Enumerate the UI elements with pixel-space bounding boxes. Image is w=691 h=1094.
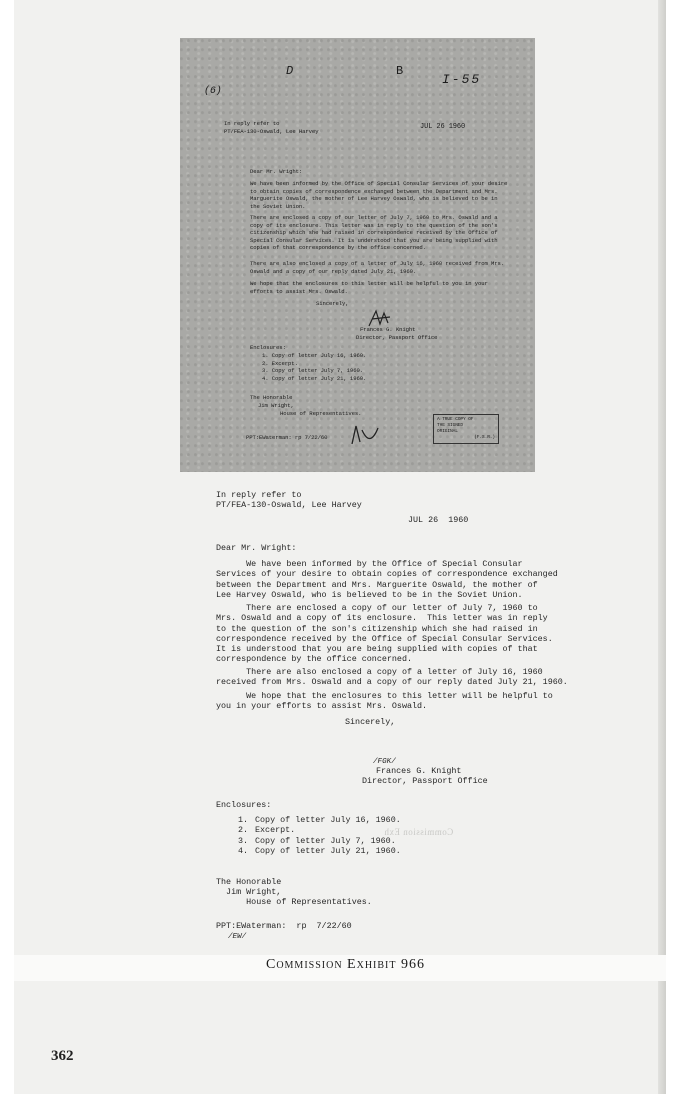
letter-line: We hope that the enclosures to this letter will be helpful to (216, 691, 553, 701)
photocopy-refer-to: In reply refer to (224, 120, 280, 127)
letter-line: received from Mrs. Oswald and a copy of our reply dated July 21, 1960. (216, 677, 568, 688)
stamp-line: A TRUE COPY OF (437, 417, 474, 422)
stamp-line: ORIGINAL (437, 429, 458, 434)
photocopy-enclosure-list (262, 352, 366, 382)
photocopy-addressee-2: Jim Wright, (258, 402, 294, 409)
letter-line: Services of your desire to obtain copies of correspondence exchanged (216, 569, 558, 580)
enclosure-number: 4. (238, 846, 249, 857)
photocopy-addressee-3: House of Representatives. (280, 410, 362, 417)
photocopy-signer-name: Frances G. Knight (360, 326, 416, 333)
letter-line: to the question of the son's citizenship which she had raised in (216, 623, 538, 634)
photocopy-enclosures-label: Enclosures: (250, 344, 286, 351)
show-through-text: Commission Exh (384, 827, 454, 837)
stamp-line: THE SIGNED (437, 423, 464, 428)
enclosure-number: 1. (238, 815, 249, 825)
enclosure-item (238, 846, 401, 856)
letter-line: correspondence received by the Office of Special Consular Services. (216, 633, 553, 644)
letter-addressee-1: The Honorable (216, 877, 282, 887)
letter-paragraph-4 (216, 691, 553, 712)
true-copy-stamp (433, 414, 499, 444)
letter-line: you in your efforts to assist Mrs. Oswald. (216, 701, 428, 712)
letter-file-ref: PT/FEA-130-Oswald, Lee Harvey (216, 500, 362, 510)
letter-refer-to: In reply refer to (216, 490, 302, 500)
enclosure-text: Excerpt. (255, 825, 296, 836)
page-number: 362 (51, 1048, 74, 1064)
letter-line: There are also enclosed a copy of a letter of July 16, 1960 (216, 667, 543, 677)
enclosure-number: 3. (238, 835, 249, 846)
letter-line: correspondence by the office concerned. (216, 654, 413, 665)
photocopy-signer-title: Director, Passport Office (356, 334, 438, 341)
letter-addressee-2: Jim Wright, (216, 887, 282, 897)
letter-line: between the Department and Mrs. Marguerite Oswald, the mother of (216, 579, 538, 590)
letter-line: It is understood that you are being supplied with copies of that (216, 644, 538, 655)
photocopy-addressee-1: The Honorable (250, 394, 293, 401)
photocopy-enclosure-item: 1. Copy of letter July 16, 1960. (262, 352, 367, 359)
enclosure-number: 2. (238, 825, 249, 836)
letter-line: We have been informed by the Office of Special Consular (216, 559, 523, 569)
letter-signature-mark: /FGK/ (373, 758, 396, 766)
photocopy-original-letter (180, 38, 535, 472)
photocopy-enclosure-item: 4. Copy of letter July 21, 1960. (262, 374, 367, 382)
letter-addressee-3: House of Representatives. (216, 897, 372, 907)
letter-paragraph-3 (216, 667, 568, 688)
letter-enclosure-list (238, 815, 401, 857)
letter-closing: Sincerely, (345, 717, 396, 727)
letter-line: Mrs. Oswald and a copy of its enclosure. This letter was in reply (216, 613, 548, 624)
photocopy-exhibit-mark: I-55 (442, 72, 482, 87)
photocopy-salutation: Dear Mr. Wright: (250, 168, 303, 175)
enclosure-item (238, 815, 401, 825)
photocopy-paragraph-4: We hope that the enclosures to this letter will be helpful to you in your efforts to assist Mrs. Oswald. (250, 280, 488, 295)
enclosure-text: Copy of letter July 21, 1960. (255, 846, 401, 857)
letter-line: There are enclosed a copy of our letter of July 7, 1960 to (216, 603, 538, 613)
enclosure-text: Copy of letter July 16, 1960. (255, 815, 401, 825)
enclosure-text: Copy of letter July 7, 1960. (255, 835, 396, 846)
letter-salutation: Dear Mr. Wright: (216, 543, 297, 553)
enclosure-item (238, 836, 401, 846)
letter-paragraph-1 (216, 559, 558, 600)
letter-initials-line: PPT:EWaterman: rp 7/22/60 (216, 921, 352, 931)
photocopy-header-mark-1: D (286, 64, 294, 78)
exhibit-caption: Commission Exhibit 966 (265, 957, 425, 972)
letter-signer-name: Frances G. Knight (376, 766, 462, 776)
letter-signer-title: Director, Passport Office (362, 776, 488, 786)
letter-date: JUL 26 1960 (408, 515, 469, 525)
letter-initials-mark: /EW/ (228, 933, 247, 941)
photocopy-header-mark-2: B (396, 64, 404, 78)
photocopy-initials-scrawl (348, 422, 382, 448)
photocopy-paragraph-2: There are enclosed a copy of our letter of July 7, 1960 to Mrs. Oswald and a copy of its enclosure. This letter was in reply to the question of the son's citizenship which she had raised in correspondence received by the Office of Special Consular Services. It is understood that you are being supplied with copies of that correspondence by the office concerned. (250, 214, 498, 252)
photocopy-corner-mark: (6) (204, 86, 222, 97)
photocopy-enclosure-item: 2. Excerpt. (262, 359, 298, 367)
letter-enclosures-label: Enclosures: (216, 800, 272, 810)
stamp-line: (F.S.R.) (474, 435, 495, 440)
photocopy-paragraph-3: There are also enclosed a copy of a letter of July 16, 1960 received from Mrs. Oswald and a copy of our reply dated July 21, 1960. (250, 260, 505, 275)
photocopy-enclosure-item: 3. Copy of letter July 7, 1960. (262, 367, 363, 375)
letter-paragraph-2 (216, 603, 553, 665)
photocopy-file-ref: PT/FEA-130-Oswald, Lee Harvey (224, 128, 319, 135)
photocopy-initials-line: PPT:EWaterman: rp 7/22/60 (246, 434, 328, 441)
enclosure-item (238, 825, 401, 835)
letter-line: Lee Harvey Oswald, who is believed to be in the Soviet Union. (216, 589, 523, 600)
photocopy-closing: Sincerely, (316, 300, 349, 307)
photocopy-date: JUL 26 1960 (420, 123, 466, 131)
photocopy-paragraph-1: We have been informed by the Office of Special Consular Services of your desire to obtain copies of correspondence exchanged between the Department and Mrs. Marguerite Oswald, the mother of Lee Harvey Oswald, who is believed to be in the Soviet Union. (250, 180, 508, 210)
